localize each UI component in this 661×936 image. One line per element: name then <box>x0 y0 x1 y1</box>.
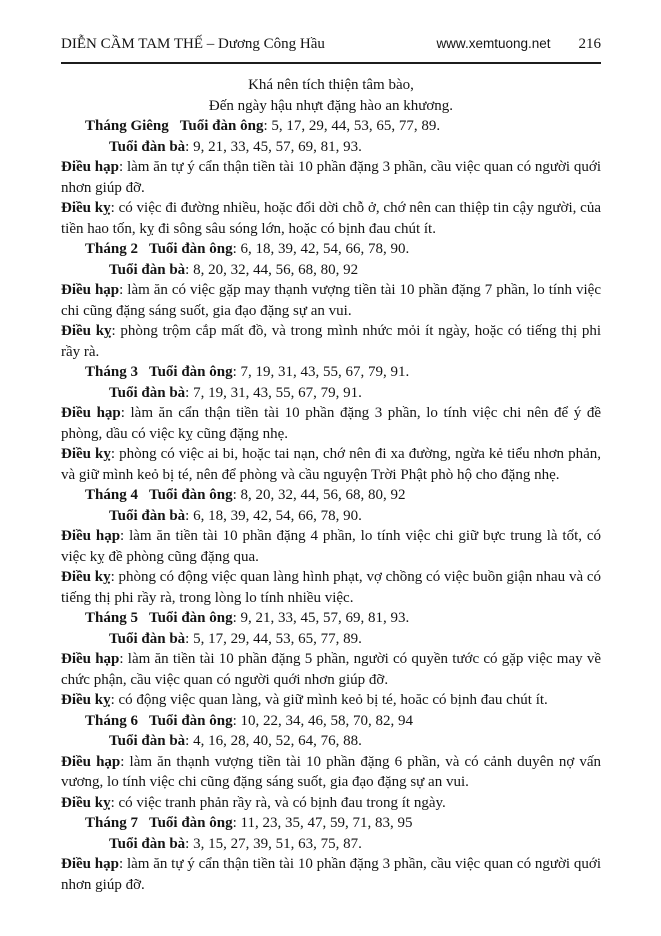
hap-paragraph <box>61 280 601 321</box>
ky-text: : phòng trộm cắp mất đồ, và trong mình nhức mỏi ít ngày, hoặc có tiếng thị phi rầy rà. <box>61 323 601 360</box>
hap-text: : làm ăn tiền tài 10 phần đặng 4 phần, lo tính việc chi giữ bực trung là tốt, có việc kỵ đề phòng cũng đặng qua. <box>61 528 601 565</box>
month-header-line <box>61 362 601 383</box>
women-ages-line <box>61 260 601 281</box>
hap-paragraph <box>61 157 601 198</box>
men-ages-label: Tuổi đàn ông <box>148 610 233 626</box>
month-section <box>61 239 601 362</box>
month-section <box>61 485 601 608</box>
women-ages: : 7, 19, 31, 43, 55, 67, 79, 91. <box>185 384 362 401</box>
women-ages: : 9, 21, 33, 45, 57, 69, 81, 93. <box>185 138 362 155</box>
page-header <box>61 36 601 64</box>
month-label: Tháng Giêng <box>85 118 169 134</box>
women-ages-label: Tuổi đàn bà <box>109 835 186 852</box>
hap-text: : làm ăn có việc gặp may thạnh vượng tiền tài 10 phần đặng 7 phần, lo tính việc chi cũng đặng sáng suốt, gia đạo đặng sự an vui. <box>61 282 601 319</box>
men-ages: : 9, 21, 33, 45, 57, 69, 81, 93. <box>232 610 410 626</box>
hap-text: : làm ăn tự ý cẩn thận tiền tài 10 phần đặng 3 phần, cầu việc quan có người quới nhơn giúp đỡ. <box>61 159 601 196</box>
hap-label: Điều hạp <box>61 651 120 667</box>
hap-text: : làm ăn cẩn thận tiền tài 10 phần đặng 3 phần, lo tính việc chi nên để ý đề phòng, dầu có việc kỵ cũng đặng nhẹ. <box>61 405 602 442</box>
hap-paragraph <box>61 649 601 690</box>
men-ages-label: Tuổi đàn ông <box>148 487 233 503</box>
month-label: Tháng 7 <box>85 815 138 831</box>
women-ages-line <box>61 383 601 404</box>
men-ages: : 10, 22, 34, 46, 58, 70, 82, 94 <box>232 712 414 729</box>
ky-label: Điều kỵ <box>61 569 111 585</box>
women-ages: : 5, 17, 29, 44, 53, 65, 77, 89. <box>185 630 362 647</box>
month-header-line <box>61 116 601 137</box>
ky-paragraph <box>61 321 601 362</box>
women-ages: : 8, 20, 32, 44, 56, 68, 80, 92 <box>185 261 359 278</box>
ky-paragraph <box>61 444 601 485</box>
hap-paragraph <box>61 403 601 444</box>
men-ages-label: Tuổi đàn ông <box>148 241 233 257</box>
header-page-number: 216 <box>578 36 601 52</box>
men-ages-label: Tuổi đàn ông <box>148 364 233 380</box>
hap-text: : làm ăn thạnh vượng tiền tài 10 phần đặng 6 phần, và có cảnh duyên nợ vấn vương, lo tính việc chi cũng đặng sáng suốt, gia đạo đặng sự an vui. <box>61 753 602 790</box>
poem-line-1: Khá nên tích thiện tâm bào, <box>248 77 414 93</box>
women-ages: : 6, 18, 39, 42, 54, 66, 78, 90. <box>185 507 362 524</box>
hap-label: Điều hạp <box>61 528 121 544</box>
month-header-line <box>61 485 601 506</box>
ky-paragraph <box>61 198 601 239</box>
women-ages-label: Tuổi đàn bà <box>109 733 186 749</box>
hap-label: Điều hạp <box>61 405 121 421</box>
men-ages-label: Tuổi đàn ông <box>148 815 233 831</box>
hap-text: : làm ăn tự ý cẩn thận tiền tài 10 phần đặng 3 phần, cầu việc quan có người quới nhơn giúp đỡ. <box>61 856 601 893</box>
men-ages: : 6, 18, 39, 42, 54, 66, 78, 90. <box>232 241 410 257</box>
women-ages-line <box>61 629 601 650</box>
month-label: Tháng 4 <box>85 487 138 503</box>
women-ages: : 3, 15, 27, 39, 51, 63, 75, 87. <box>185 835 362 852</box>
men-ages: : 11, 23, 35, 47, 59, 71, 83, 95 <box>232 815 413 831</box>
month-header-line <box>61 608 601 629</box>
women-ages-line <box>61 506 601 527</box>
hap-paragraph <box>61 752 601 793</box>
ky-text: : có việc đi đường nhiều, hoặc đổi dời chỗ ở, chớ nên can thiệp tin cậy người, của tiền hao tốn, kỵ đi sông sâu sóng lớn, hoặc có bịnh đau chút ít. <box>61 200 601 237</box>
ky-label: Điều kỵ <box>61 446 111 462</box>
ky-paragraph <box>61 567 601 608</box>
ky-text: : có động việc quan làng, và giữ mình keỏ bị té, hoăc có bịnh đau chút ít. <box>110 692 548 708</box>
women-ages-line <box>61 834 601 855</box>
months-list <box>61 116 601 895</box>
ky-paragraph <box>61 793 601 814</box>
women-ages-label: Tuổi đàn bà <box>109 507 186 524</box>
ky-label: Điều kỵ <box>61 200 111 216</box>
month-label: Tháng 3 <box>85 364 138 380</box>
women-ages-label: Tuổi đàn bà <box>109 138 186 155</box>
women-ages-label: Tuổi đàn bà <box>109 261 186 278</box>
ky-label: Điều kỵ <box>61 323 112 339</box>
women-ages-line <box>61 137 601 158</box>
month-header-line <box>61 239 601 260</box>
ky-label: Điều kỵ <box>61 692 111 708</box>
ky-label: Điều kỵ <box>61 794 111 811</box>
month-section <box>61 116 601 239</box>
month-header-line <box>61 813 601 834</box>
header-right <box>436 36 601 53</box>
ky-text: : phòng có việc ai bi, hoặc tai nạn, chớ nên đi xa đường, ngừa kẻ tiểu nhơn phản, và giữ mình keỏ bị té, nên để phòng và cầu nguyện Trời Phật phò hộ cho đặng nhẹ. <box>61 446 602 483</box>
men-ages: : 7, 19, 31, 43, 55, 67, 79, 91. <box>232 364 410 380</box>
women-ages-label: Tuổi đàn bà <box>109 384 186 401</box>
hap-text: : làm ăn tiền tài 10 phần đặng 5 phần, người có quyền tước có gặp việc may về chức phận, cầu việc quan có người quới nhơn giúp đỡ. <box>61 651 601 688</box>
month-section <box>61 813 601 895</box>
women-ages: : 4, 16, 28, 40, 52, 64, 76, 88. <box>185 733 362 749</box>
header-title: DIỄN CẦM TAM THẾ – Dương Công Hầu <box>61 36 325 52</box>
month-section <box>61 711 601 814</box>
month-label: Tháng 6 <box>85 712 138 729</box>
women-ages-line <box>61 731 601 752</box>
month-section <box>61 608 601 711</box>
month-label: Tháng 2 <box>85 241 138 257</box>
header-site-url: www.xemtuong.net <box>436 36 551 51</box>
month-section <box>61 362 601 485</box>
ky-text: : có việc tranh phản rầy rà, và có bịnh đau trong ít ngày. <box>110 794 446 811</box>
hap-label: Điều hạp <box>61 159 119 175</box>
men-ages: : 8, 20, 32, 44, 56, 68, 80, 92 <box>232 487 406 503</box>
hap-label: Điều hạp <box>61 282 120 298</box>
ky-paragraph <box>61 690 601 711</box>
men-ages-label: Tuổi đàn ông <box>179 118 264 134</box>
hap-paragraph <box>61 854 601 895</box>
month-label: Tháng 5 <box>85 610 138 626</box>
men-ages: : 5, 17, 29, 44, 53, 65, 77, 89. <box>263 118 441 134</box>
ky-text: : phòng có động việc quan làng hình phạt, vợ chồng có việc buồn giận nhau và có tiếng thị phi rầy rà, trong lòng lo tính nhiều việc. <box>61 569 602 606</box>
month-header-line <box>61 711 601 732</box>
women-ages-label: Tuổi đàn bà <box>109 630 186 647</box>
hap-paragraph <box>61 526 601 567</box>
hap-label: Điều hạp <box>61 856 119 872</box>
poem-line-2: Đến ngày hậu nhựt đặng hào an khương. <box>208 97 454 114</box>
men-ages-label: Tuổi đàn ông <box>148 712 233 729</box>
hap-label: Điều hạp <box>61 753 121 770</box>
page-body <box>61 75 601 895</box>
